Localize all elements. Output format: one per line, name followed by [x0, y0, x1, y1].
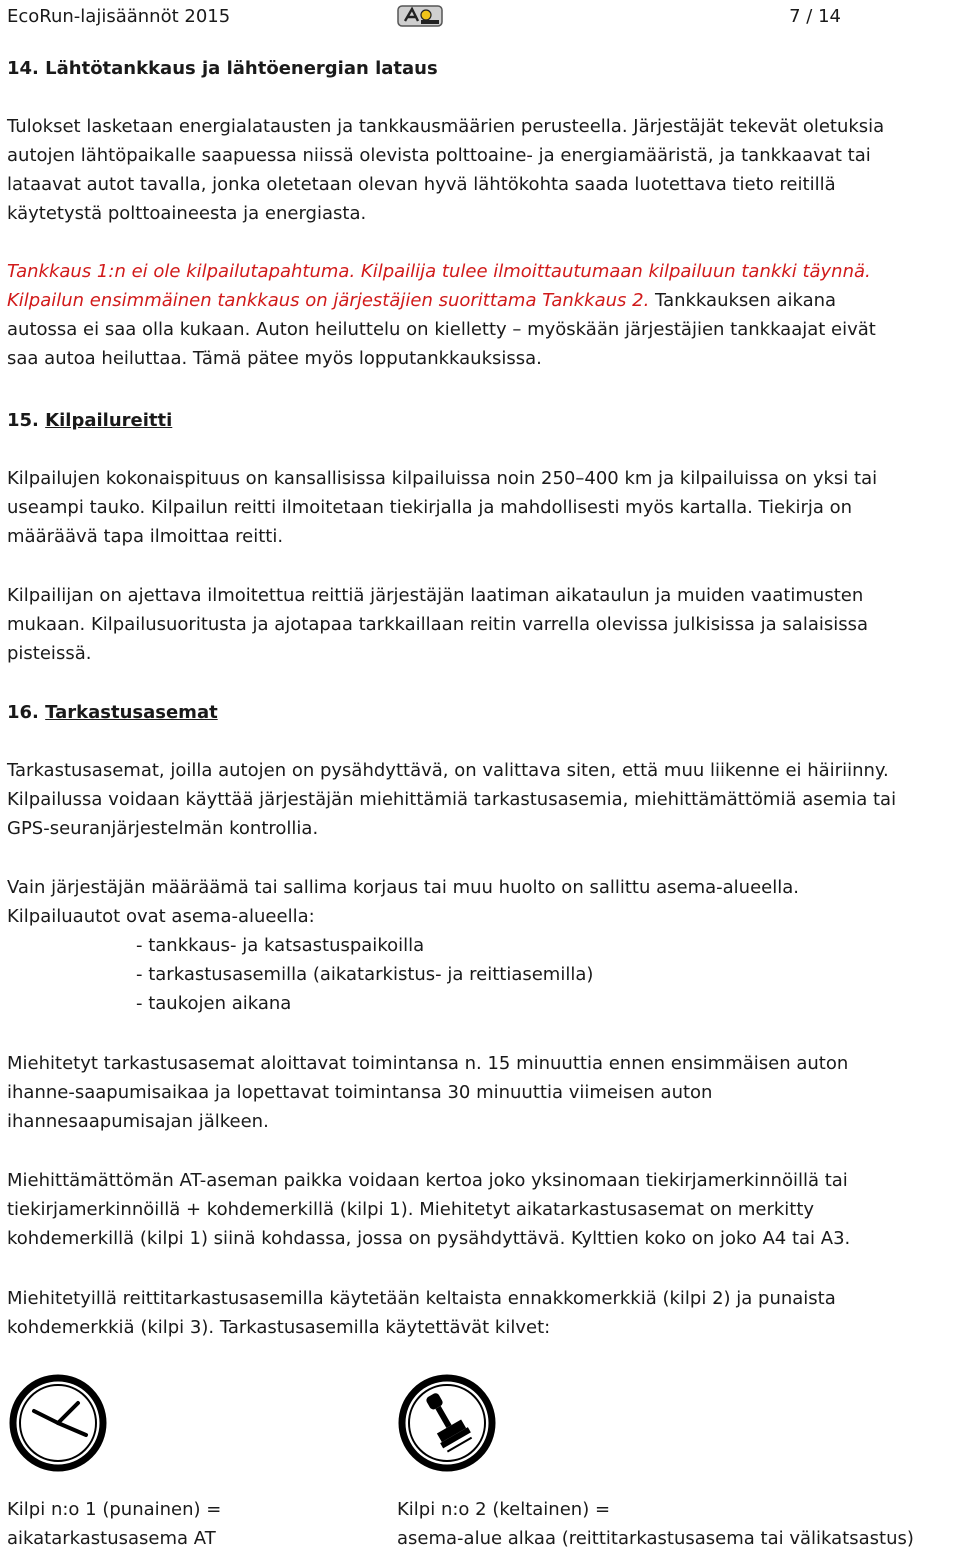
text-line: Miehitetyillä reittitarkastusasemilla käytetään keltaista ennakkomerkkiä (kilpi 2) ja punaista [7, 1288, 836, 1309]
text-fragment: Tankkauksen aikana [649, 290, 837, 311]
text-line: tiekirjamerkinnöillä + kohdemerkillä (kilpi 1). Miehitetyt aikatarkastusasemat on merkitty [7, 1199, 815, 1220]
section-14-paragraph-1 [7, 112, 957, 228]
sign-2-caption [397, 1495, 914, 1553]
text-line: Tulokset lasketaan energialatausten ja tankkausmäärien perusteella. Järjestäjät tekevät oletuksia [7, 116, 885, 137]
akk-sport-logo [395, 3, 445, 29]
section-15-paragraph-1 [7, 464, 957, 551]
sign-2-caption-line-2: asema-alue alkaa (reittitarkastusasema tai välikatsastus) [397, 1528, 914, 1549]
clock-icon [8, 1373, 108, 1473]
text-line: Kilpailijan on ajettava ilmoitettua reittiä järjestäjän laatiman aikataulun ja muiden vaatimusten [7, 585, 864, 606]
list-item: - tarkastusasemilla (aikatarkistus- ja reittiasemilla) [136, 964, 594, 985]
list-item: - taukojen aikana [136, 993, 292, 1014]
section-16-heading [7, 698, 957, 727]
text-line: Miehittämättömän AT-aseman paikka voidaan kertoa joko yksinomaan tiekirjamerkinnöillä tai [7, 1170, 848, 1191]
text-line: mukaan. Kilpailusuoritusta ja ajotapaa tarkkaillaan reitin varrella olevissa julkisissa ja salaisissa [7, 614, 869, 635]
text-line: useampi tauko. Kilpailun reitti ilmoitetaan tiekirjalla ja mahdollisesti myös kartalla. Tiekirja on [7, 497, 853, 518]
text-line: lataavat autot tavalla, jonka oletetaan olevan hyvä lähtökohta saada luotettava tieto reitillä [7, 174, 836, 195]
section-16-number: 16. [7, 702, 39, 723]
section-15-heading [7, 406, 957, 435]
section-15-paragraph-2 [7, 581, 957, 668]
text-line: kohdemerkkiä (kilpi 3). Tarkastusasemilla käytettävät kilvet: [7, 1317, 551, 1338]
text-line: Kilpailujen kokonaispituus on kansallisissa kilpailuissa noin 250–400 km ja kilpailuissa on yksi tai [7, 468, 878, 489]
section-15-number: 15. [7, 410, 39, 431]
text-line: ihannesaapumisajan jälkeen. [7, 1111, 269, 1132]
stamp-icon [397, 1373, 497, 1473]
sign-1-caption-line-1: Kilpi n:o 1 (punainen) = [7, 1499, 222, 1520]
section-14-heading: 14. Lähtötankkaus ja lähtöenergian lataus [7, 58, 438, 79]
red-text-line: Tankkaus 1:n ei ole kilpailutapahtuma. Kilpailija tulee ilmoittautumaan kilpailuun tankki täynnä. [7, 261, 871, 282]
section-16-paragraph-3 [7, 1049, 957, 1136]
section-14-paragraph-2 [7, 257, 957, 373]
sign-1-caption [7, 1495, 221, 1553]
document-title: EcoRun-lajisäännöt 2015 [7, 6, 231, 27]
text-line: Kilpailussa voidaan käyttää järjestäjän miehittämiä tarkastusasemia, miehittämättömiä asemia tai [7, 789, 897, 810]
text-line: Tarkastusasemat, joilla autojen on pysähdyttävä, on valittava siten, että muu liikenne ei häiriinny. [7, 760, 889, 781]
section-16-paragraph-5 [7, 1284, 957, 1342]
text-line: saa autoa heiluttaa. Tämä pätee myös lopputankkauksissa. [7, 348, 542, 369]
text-line: kohdemerkillä (kilpi 1) siinä kohdassa, jossa on pysähdyttävä. Kylttien koko on joko A4 tai A3. [7, 1228, 851, 1249]
text-line: määräävä tapa ilmoittaa reitti. [7, 526, 284, 547]
text-line: käytetystä polttoaineesta ja energiasta. [7, 203, 367, 224]
section-16-title: Tarkastusasemat [45, 702, 218, 723]
section-15-title: Kilpailureitti [45, 410, 173, 431]
section-16-paragraph-1 [7, 756, 957, 843]
text-line: Kilpailuautot ovat asema-alueella: [7, 906, 315, 927]
sign-1-caption-line-2: aikatarkastusasema AT [7, 1528, 216, 1549]
text-line: autossa ei saa olla kukaan. Auton heiluttelu on kielletty – myöskään järjestäjien tankkaajat eivät [7, 319, 876, 340]
text-line: autojen lähtöpaikalle saapuessa niissä olevista polttoaine- ja energiamääristä, ja tankkaavat tai [7, 145, 871, 166]
list-item: - tankkaus- ja katsastuspaikoilla [136, 935, 425, 956]
text-line: pisteissä. [7, 643, 92, 664]
text-line: ihanne-saapumisaikaa ja lopettavat toimintansa 30 minuuttia viimeisen auton [7, 1082, 713, 1103]
sign-2-caption-line-1: Kilpi n:o 2 (keltainen) = [397, 1499, 611, 1520]
section-16-paragraph-4 [7, 1166, 957, 1253]
text-line: Miehitetyt tarkastusasemat aloittavat toimintansa n. 15 minuuttia ennen ensimmäisen auton [7, 1053, 849, 1074]
text-line: Vain järjestäjän määräämä tai sallima korjaus tai muu huolto on sallittu asema-alueella. [7, 877, 799, 898]
red-text-line: Kilpailun ensimmäinen tankkaus on järjestäjien suorittama Tankkaus 2. [7, 290, 650, 311]
text-line: GPS-seuranjärjestelmän kontrollia. [7, 818, 319, 839]
section-16-paragraph-2 [7, 873, 957, 1018]
page-number: 7 / 14 [789, 6, 841, 27]
